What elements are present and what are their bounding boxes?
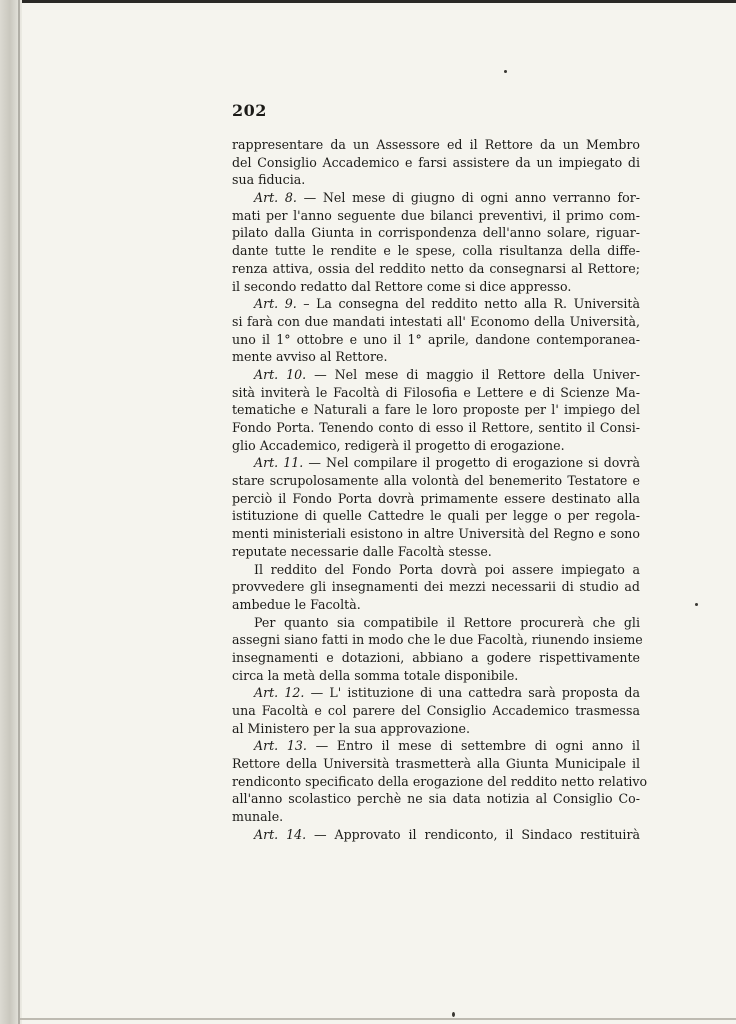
text-line: uno il 1° ottobre e uno il 1° aprile, dandone contemporanea- (232, 331, 640, 347)
text-line: perciò il Fondo Porta dovrà primamente essere destinato alla (232, 490, 640, 506)
article-line: Art. 10. — Nel mese di maggio il Rettore della Univer- (254, 366, 640, 382)
article-label: Art. 8. (254, 190, 297, 206)
text-line: Rettore della Università trasmetterà alla Giunta Municipale il (232, 756, 640, 772)
text-line: assegni siano fatti in modo che le due Facoltà, riunendo insieme (232, 632, 643, 648)
article-label: Art. 9. (254, 296, 297, 312)
article-label: Art. 12. (254, 685, 305, 701)
text-line: stare scrupolosamente alla volontà del benemerito Testatore e (232, 473, 640, 489)
text-line: Fondo Porta. Tenendo conto di esso il Rettore, sentito il Consi- (232, 420, 640, 435)
text-line: provvedere gli insegnamenti dei mezzi necessarii di studio ad (232, 579, 640, 595)
scan-speck (452, 1012, 455, 1017)
text-line: del Consiglio Accademico e farsi assistere da un impiegato di (232, 154, 640, 170)
text-line: rendiconto specificato della erogazione del reddito netto relativo (232, 773, 648, 789)
text-line: menti ministeriali esistono in altre Università del Regno e sono (232, 526, 640, 542)
text-line: sua fiducia. (232, 172, 306, 188)
binding-line (18, 0, 20, 1024)
article-label: Art. 14. (254, 826, 307, 842)
article-line: Art. 9. – La consegna del reddito netto alla R. Università (254, 296, 640, 312)
text-line: dante tutte le rendite e le spese, colla risultanza della diffe- (232, 243, 640, 259)
text-line: renza attiva, ossia del reddito netto da consegnarsi al Rettore; (232, 260, 640, 276)
text-line: Il reddito del Fondo Porta dovrà poi assere impiegato a (254, 561, 640, 577)
text-line: mente avviso al Rettore. (232, 349, 388, 365)
text-line: insegnamenti e dotazioni, abbiano a godere rispettivamente (232, 649, 640, 665)
top-border (0, 0, 736, 3)
text-line: glio Accademico, redigerà il progetto di erogazione. (232, 437, 565, 453)
text-line: Per quanto sia compatibile il Rettore procurerà che gli (254, 614, 640, 630)
text-line: ambedue le Facoltà. (232, 596, 361, 612)
article-line: Art. 14. — Approvato il rendiconto, il Sindaco restituirà (254, 826, 640, 842)
article-label: Art. 11. (254, 455, 304, 471)
text-line: all'anno scolastico perchè ne sia data notizia al Consiglio Co- (232, 791, 640, 807)
text-line: sità inviterà le Facoltà di Filosofia e Lettere e di Scienze Ma- (232, 384, 640, 400)
text-line: il secondo redatto dal Rettore come si dice appresso. (232, 278, 572, 294)
text-line: pilato dalla Giunta in corrispondenza dell'anno solare, riguar- (232, 225, 640, 241)
scan-speck (695, 603, 698, 606)
article-label: Art. 10. (254, 366, 307, 382)
text-line: una Facoltà e col parere del Consiglio Accademico trasmessa (232, 703, 640, 718)
scan-speck (504, 70, 507, 73)
body-text (232, 136, 648, 844)
text-line: reputate necessarie dalle Facoltà stesse. (232, 543, 492, 559)
article-label: Art. 13. (254, 738, 307, 754)
article-line: Art. 8. — Nel mese di giugno di ogni anno verranno for- (254, 190, 640, 206)
article-line: Art. 11. — Nel compilare il progetto di erogazione si dovrà (254, 455, 640, 471)
text-line: istituzione di quelle Cattedre le quali per legge o per regola- (232, 508, 640, 524)
text-line: al Ministero per la sua approvazione. (232, 720, 471, 736)
bottom-border (20, 1018, 736, 1020)
article-line: Art. 13. — Entro il mese di settembre di ogni anno il (254, 738, 640, 754)
text-line: munale. (232, 809, 284, 825)
text-line: mati per l'anno seguente due bilanci preventivi, il primo com- (232, 207, 640, 223)
text-line: tematiche e Naturali a fare le loro proposte per l' impiego del (232, 402, 640, 418)
page-number: 202 (232, 101, 267, 120)
text-line: circa la metà della somma totale disponibile. (232, 667, 519, 683)
article-line: Art. 12. — L' istituzione di una cattedra sarà proposta da (254, 685, 640, 701)
text-line: rappresentare da un Assessore ed il Rettore da un Membro (232, 137, 640, 152)
text-line: si farà con due mandati intestati all' Economo della Università, (232, 313, 640, 329)
